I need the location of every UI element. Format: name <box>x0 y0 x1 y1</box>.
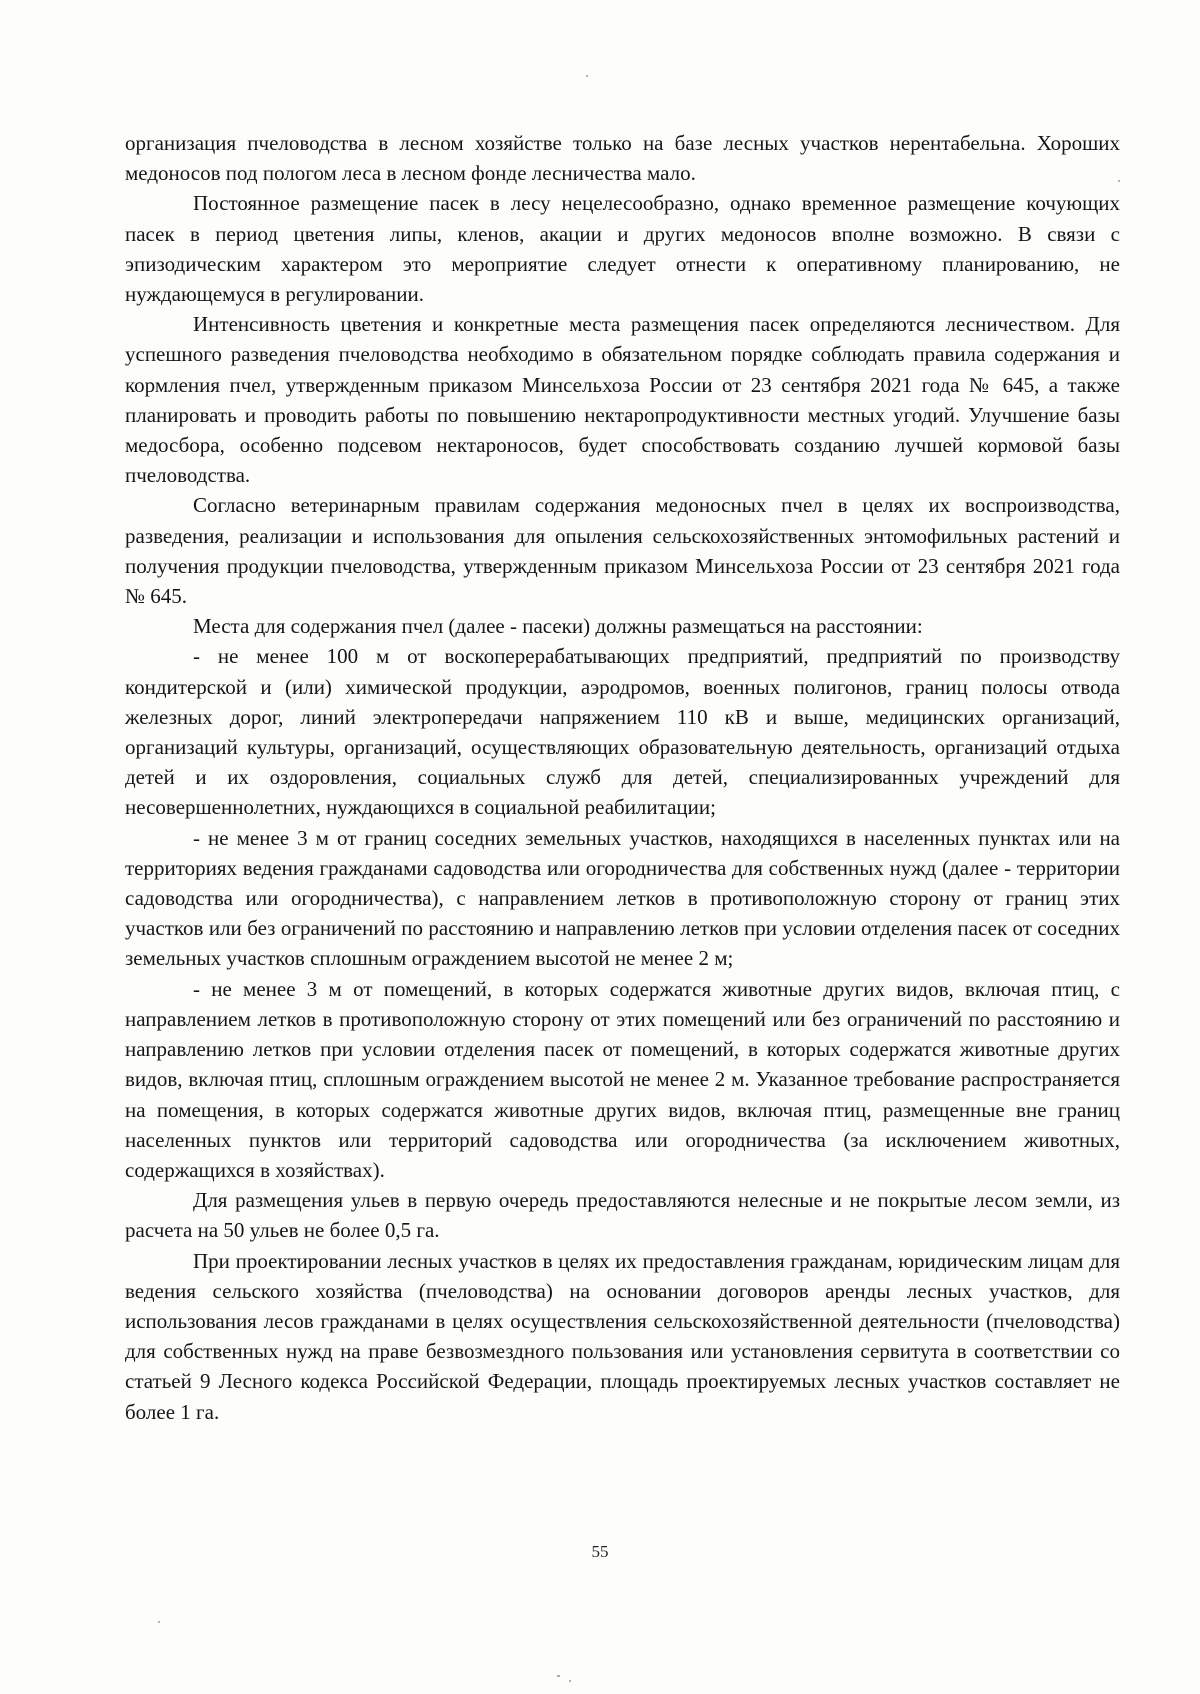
scan-speck <box>1118 180 1120 182</box>
scan-speck <box>158 1621 160 1623</box>
paragraph-hive-placement: Для размещения ульев в первую очередь предоставляются нелесные и не покрытые лесом земли, из расчета на 50 ульев не более 0,5 га. <box>125 1188 1120 1243</box>
paragraph-seasonal-apiaries: Постоянное размещение пасек в лесу нецелесообразно, однако временное размещение кочующих пасек в период цветения липы, кленов, акации и других медоносов вполне возможно. В связи с эпизодическим характером это мероприятие следует отнести к оперативному планированию, не нуждающемуся в регулировании. <box>125 191 1120 307</box>
list-item-100m: - не менее 100 м от воскоперерабатывающих предприятий, предприятий по производству кондитерской и (или) химической продукции, аэродромов, военных полигонов, границ полосы отвода железных дорог, линий электропередачи напряжением 110 кВ и выше, медицинских организаций, организаций культуры, организаций, осуществляющих образовательную деятельность, организаций отдыха детей и их оздоровления, социальных служб для детей, специализированных учреждений для несовершеннолетних, нуждающихся в социальной реабилитации; <box>125 644 1120 820</box>
paragraph-apiary-distances-intro: Места для содержания пчел (далее - пасеки) должны размещаться на расстоянии: <box>193 614 923 639</box>
paragraph-forest-plot-design: При проектировании лесных участков в целях их предоставления гражданам, юридическим лицам для ведения сельского хозяйства (пчеловодства) на основании договоров аренды лесных участков, для использования лесов гражданами в целях осуществления сельскохозяйственной деятельности (пчеловодства) для собственных нужд на праве безвозмездного пользования или установления сервитута в соответствии со статьей 9 Лесного кодекса Российской Федерации, площадь проектируемых лесных участков составляет не более 1 га. <box>125 1248 1120 1424</box>
list-item-3m-land-plots: - не менее 3 м от границ соседних земельных участков, находящихся в населенных пунктах или на территориях ведения гражданами садоводства или огородничества для собственных нужд (далее - территории садоводства или огородничества), с направлением летков в противоположную сторону от границ этих участков или без ограничений по расстоянию и направлению летков при условии отделения пасек от соседних земельных участков сплошным ограждением высотой не менее 2 м; <box>125 825 1120 971</box>
paragraph-flowering-intensity: Интенсивность цветения и конкретные места размещения пасек определяются лесничеством. Для успешного разведения пчеловодства необходимо в обязательном порядке соблюдать правила содержания и кормления пчел, утвержденным приказом Минсельхоза России от 23 сентября 2021 года № 645, а также планировать и проводить работы по повышению нектаропродуктивности местных угодий. Улучшение базы медосбора, особенно подсевом нектароносов, будет способствовать созданию лучшей кормовой базы пчеловодства. <box>125 312 1120 488</box>
scan-speck <box>557 1675 560 1677</box>
paragraph-veterinary-rules: Согласно ветеринарным правилам содержания медоносных пчел в целях их воспроизводства, разведения, реализации и использования для опыления сельскохозяйственных энтомофильных растений и получения продукции пчеловодства, утвержденным приказом Минсельхоза России от 23 сентября 2021 года № 645. <box>125 493 1120 609</box>
page-number: 55 <box>591 1542 609 1561</box>
scan-speck <box>569 1680 571 1682</box>
scan-speck <box>586 75 588 77</box>
list-item-3m-premises: - не менее 3 м от помещений, в которых содержатся животные других видов, включая птиц, с направлением летков в противоположную сторону от этих помещений или без ограничений по расстоянию и направлению летков при условии отделения пасек от помещений, в которых содержатся животные других видов, включая птиц, сплошным ограждением высотой не менее 2 м. Указанное требование распространяется на помещения, в которых содержатся животные других видов, включая птиц, размещенные вне границ населенных пунктов или территорий садоводства или огородничества (за исключением животных, содержащихся в хозяйствах). <box>125 976 1120 1182</box>
paragraph-continuation: организация пчеловодства в лесном хозяйстве только на базе лесных участков нерентабельна. Хороших медоносов под пологом леса в лесном фонде лесничества мало. <box>125 131 1120 186</box>
document-body <box>125 128 1120 1427</box>
